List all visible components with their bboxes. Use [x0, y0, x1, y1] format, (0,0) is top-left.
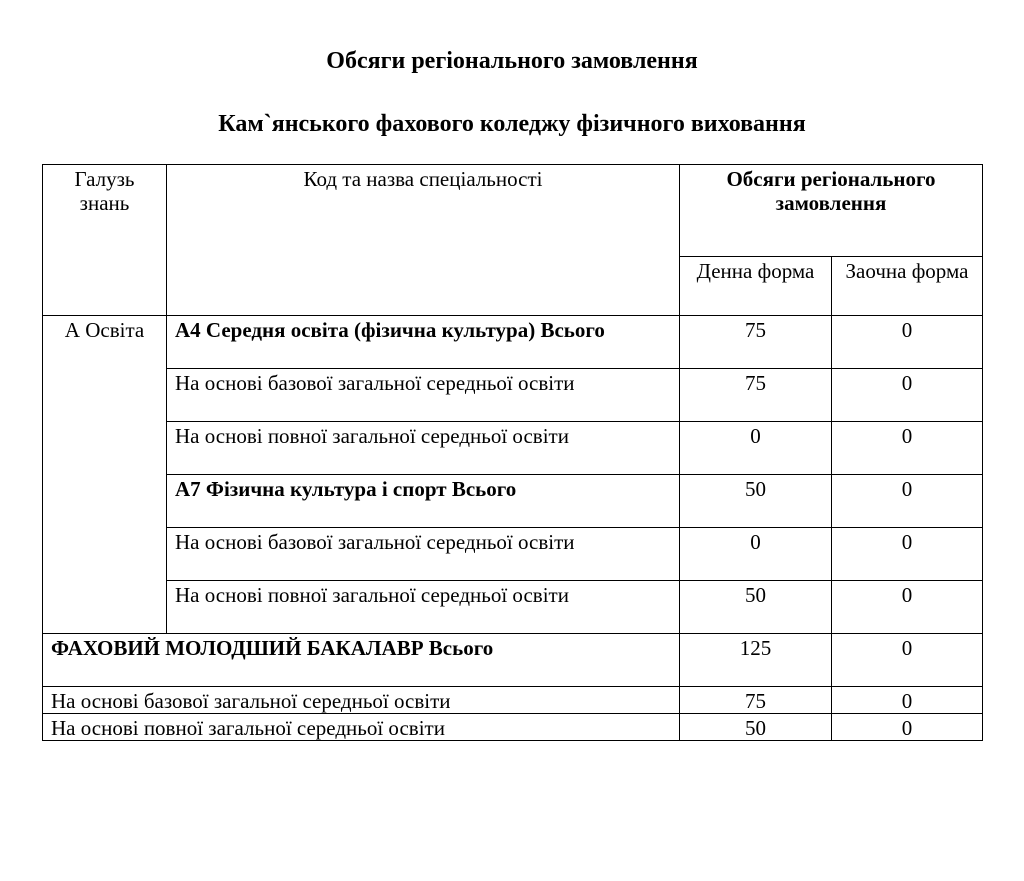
table-row [43, 369, 983, 422]
day-value: 75 [680, 316, 832, 369]
total-name: На основі повної загальної середньої освіти [43, 714, 680, 741]
day-value: 0 [680, 422, 832, 475]
total-extramural-value: 0 [832, 634, 983, 687]
extramural-value: 0 [832, 369, 983, 422]
specialty-name: А7 Фізична культура і спорт Всього [167, 475, 680, 528]
extramural-value: 0 [832, 316, 983, 369]
extramural-value: 0 [832, 422, 983, 475]
total-day-value: 75 [680, 687, 832, 714]
header-specialty: Код та назва спеціальності [167, 165, 680, 316]
extramural-value: 0 [832, 581, 983, 634]
total-name: На основі базової загальної середньої освіти [43, 687, 680, 714]
total-name: ФАХОВИЙ МОЛОДШИЙ БАКАЛАВР Всього [43, 634, 680, 687]
total-row [43, 634, 983, 687]
specialty-name: На основі базової загальної середньої освіти [167, 528, 680, 581]
total-row [43, 687, 983, 714]
document-subtitle: Кам`янського фахового коледжу фізичного виховання [218, 111, 806, 137]
table-row [43, 316, 983, 369]
header-extramural-form: Заочна форма [832, 257, 983, 316]
specialty-name: На основі повної загальної середньої освіти [167, 581, 680, 634]
header-row [43, 165, 983, 257]
header-day-form: Денна форма [680, 257, 832, 316]
table-row [43, 475, 983, 528]
document-title: Обсяги регіонального замовлення [326, 48, 698, 74]
day-value: 50 [680, 581, 832, 634]
header-field: Галузь знань [43, 165, 167, 316]
table-row [43, 581, 983, 634]
table-row [43, 422, 983, 475]
table-row [43, 528, 983, 581]
field-name-cell: А Освіта [43, 316, 167, 634]
extramural-value: 0 [832, 528, 983, 581]
extramural-value: 0 [832, 475, 983, 528]
total-day-value: 50 [680, 714, 832, 741]
total-extramural-value: 0 [832, 714, 983, 741]
specialty-name: На основі повної загальної середньої освіти [167, 422, 680, 475]
total-row [43, 714, 983, 741]
specialty-name: А4 Середня освіта (фізична культура) Всього [167, 316, 680, 369]
total-day-value: 125 [680, 634, 832, 687]
day-value: 0 [680, 528, 832, 581]
day-value: 75 [680, 369, 832, 422]
specialty-name: На основі базової загальної середньої освіти [167, 369, 680, 422]
header-volume: Обсяги регіонального замовлення [680, 165, 983, 257]
regional-order-table [42, 164, 983, 741]
total-extramural-value: 0 [832, 687, 983, 714]
day-value: 50 [680, 475, 832, 528]
